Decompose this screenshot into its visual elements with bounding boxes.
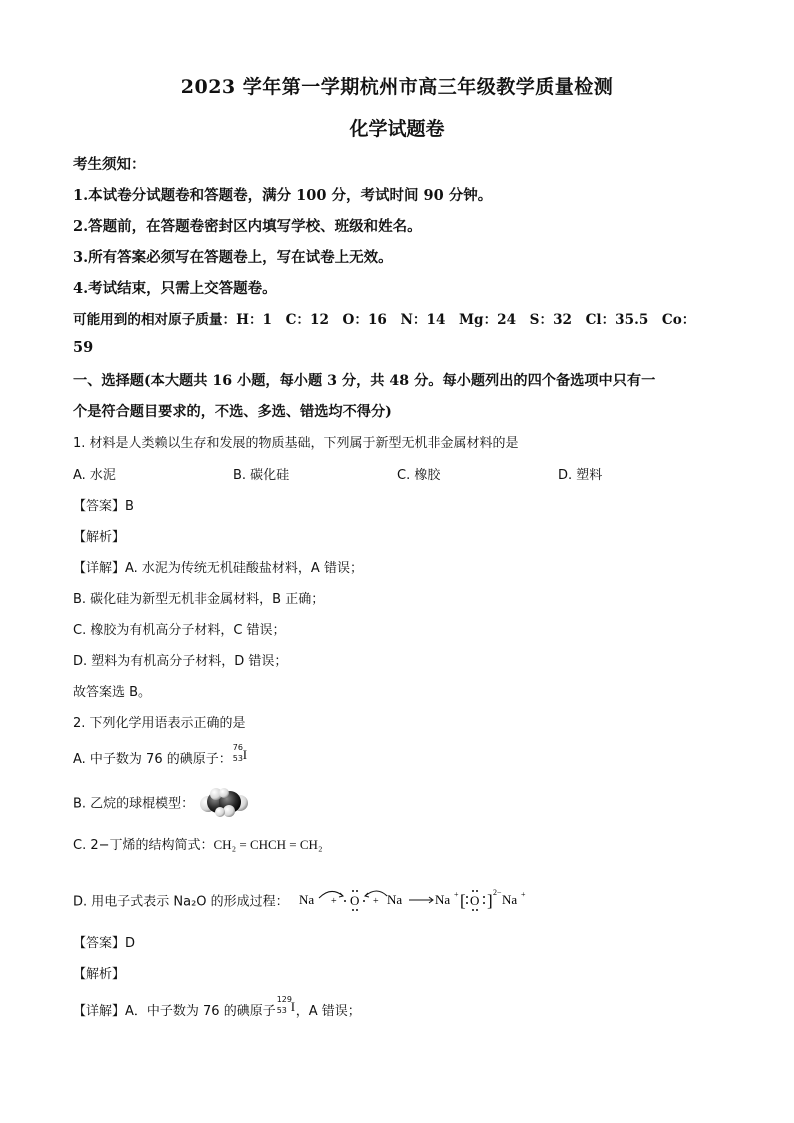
notice-heading: 考生须知： <box>73 156 146 173</box>
q1-detail-4: D. 塑料为有机高分子材料，D 错误； <box>73 654 288 669</box>
notice-item-3: 3.所有答案必须写在答题卷上，写在试卷上无效。 <box>73 249 393 266</box>
iodine-nuclide-129 <box>276 995 296 1018</box>
q2-option-d <box>73 886 539 918</box>
q2-option-a-text: A. 中子数为 76 的碘原子： <box>73 752 232 767</box>
notice-item-1: 1.本试卷分试题卷和答题卷，满分 100 分，考试时间 90 分钟。 <box>73 187 493 204</box>
plus-sign-left: + <box>330 896 337 907</box>
notice-item-4: 4.考试结束，只需上交答题卷。 <box>73 280 277 297</box>
q2-analysis-label: 【解析】 <box>73 967 126 982</box>
q1-stem: 1. 材料是人类赖以生存和发展的物质基础，下列属于新型无机非金属材料的是 <box>73 436 519 451</box>
nuclide-symbol: I <box>290 999 296 1014</box>
q2-option-d-text: D. 用电子式表示 Na₂O 的形成过程： <box>73 894 289 910</box>
q2-detail-prefix: 【详解】A．中子数为 76 的碘原子 <box>73 1004 276 1019</box>
exam-title: 2023 学年第一学期杭州市高三年级教学质量检测 <box>180 76 614 98</box>
oxide-charge: 2− <box>492 888 502 897</box>
atomic-mass-line: 可能用到的相对原子质量：H：1 C：12 O：16 N：14 Mg：24 S：32 Cl：35.5 Co： <box>73 312 696 328</box>
exam-subtitle: 化学试题卷 <box>349 118 445 140</box>
na-ion-right: Na <box>501 892 517 907</box>
nuclide-mass-number: 129 <box>276 995 292 1004</box>
q1-option-a: A. 水泥 <box>73 468 116 483</box>
q1-detail-3: C. 橡胶为有机高分子材料，C 错误； <box>73 623 286 638</box>
section-title-cont: 个是符合题目要求的，不选、多选、错选均不得分) <box>73 404 392 420</box>
q2-option-b-text: B. 乙烷的球棍模型： <box>73 796 195 812</box>
atomic-mass-line-cont: 59 <box>73 339 94 356</box>
q2-option-c-text: C. 2−丁烯的结构简式： <box>73 838 214 853</box>
notice-item-2: 2.答题前，在答题卷密封区内填写学校、班级和姓名。 <box>73 218 422 235</box>
q1-answer: 【答案】B <box>73 499 134 514</box>
q1-conclusion: 故答案选 B。 <box>73 685 152 700</box>
nuclide-symbol: I <box>242 747 248 762</box>
oxygen-atom: O <box>349 893 360 908</box>
bracket-right: ] <box>486 891 493 910</box>
nuclide-atomic-number: 53 <box>232 754 243 763</box>
q1-option-d: D. 塑料 <box>558 468 603 483</box>
q2-detail-suffix: ，A 错误； <box>295 1004 361 1019</box>
q1-analysis-label: 【解析】 <box>73 530 126 545</box>
butadiene-formula: CH₂ = CHCH = CH₂ <box>213 837 323 852</box>
nuclide-mass-number: 76 <box>232 743 243 752</box>
na-atom-right: Na <box>386 892 402 907</box>
ethane-space-filling-model-icon <box>198 786 250 822</box>
nuclide-atomic-number: 53 <box>276 1006 287 1015</box>
q1-detail-2: B. 碳化硅为新型无机非金属材料，B 正确； <box>73 592 325 607</box>
q1-detail-1: 【详解】A. 水泥为传统无机硅酸盐材料，A 错误； <box>73 561 363 576</box>
q2-option-b <box>73 786 250 822</box>
q2-detail-1 <box>73 995 361 1019</box>
iodine-nuclide-76 <box>232 743 248 766</box>
q1-option-c: C. 橡胶 <box>397 468 441 483</box>
electron-dot-formation-equation <box>299 886 539 918</box>
bracket-left: [ <box>459 891 466 910</box>
na-ion-left: Na <box>434 892 450 907</box>
na-ion-left-charge: + <box>453 890 459 899</box>
na-atom-left: Na <box>298 892 314 907</box>
section-title: 一、选择题(本大题共 16 小题，每小题 3 分，共 48 分。每小题列出的四个备选项中只有一 <box>73 373 656 389</box>
q2-answer: 【答案】D <box>73 936 136 951</box>
oxide-ion: O <box>469 893 480 908</box>
q2-option-a <box>73 743 248 767</box>
plus-sign-right: + <box>372 896 379 907</box>
na-ion-right-charge: + <box>520 890 526 899</box>
q2-option-c <box>73 834 322 853</box>
q1-option-b: B. 碳化硅 <box>233 468 290 483</box>
q2-stem: 2. 下列化学用语表示正确的是 <box>73 716 246 731</box>
